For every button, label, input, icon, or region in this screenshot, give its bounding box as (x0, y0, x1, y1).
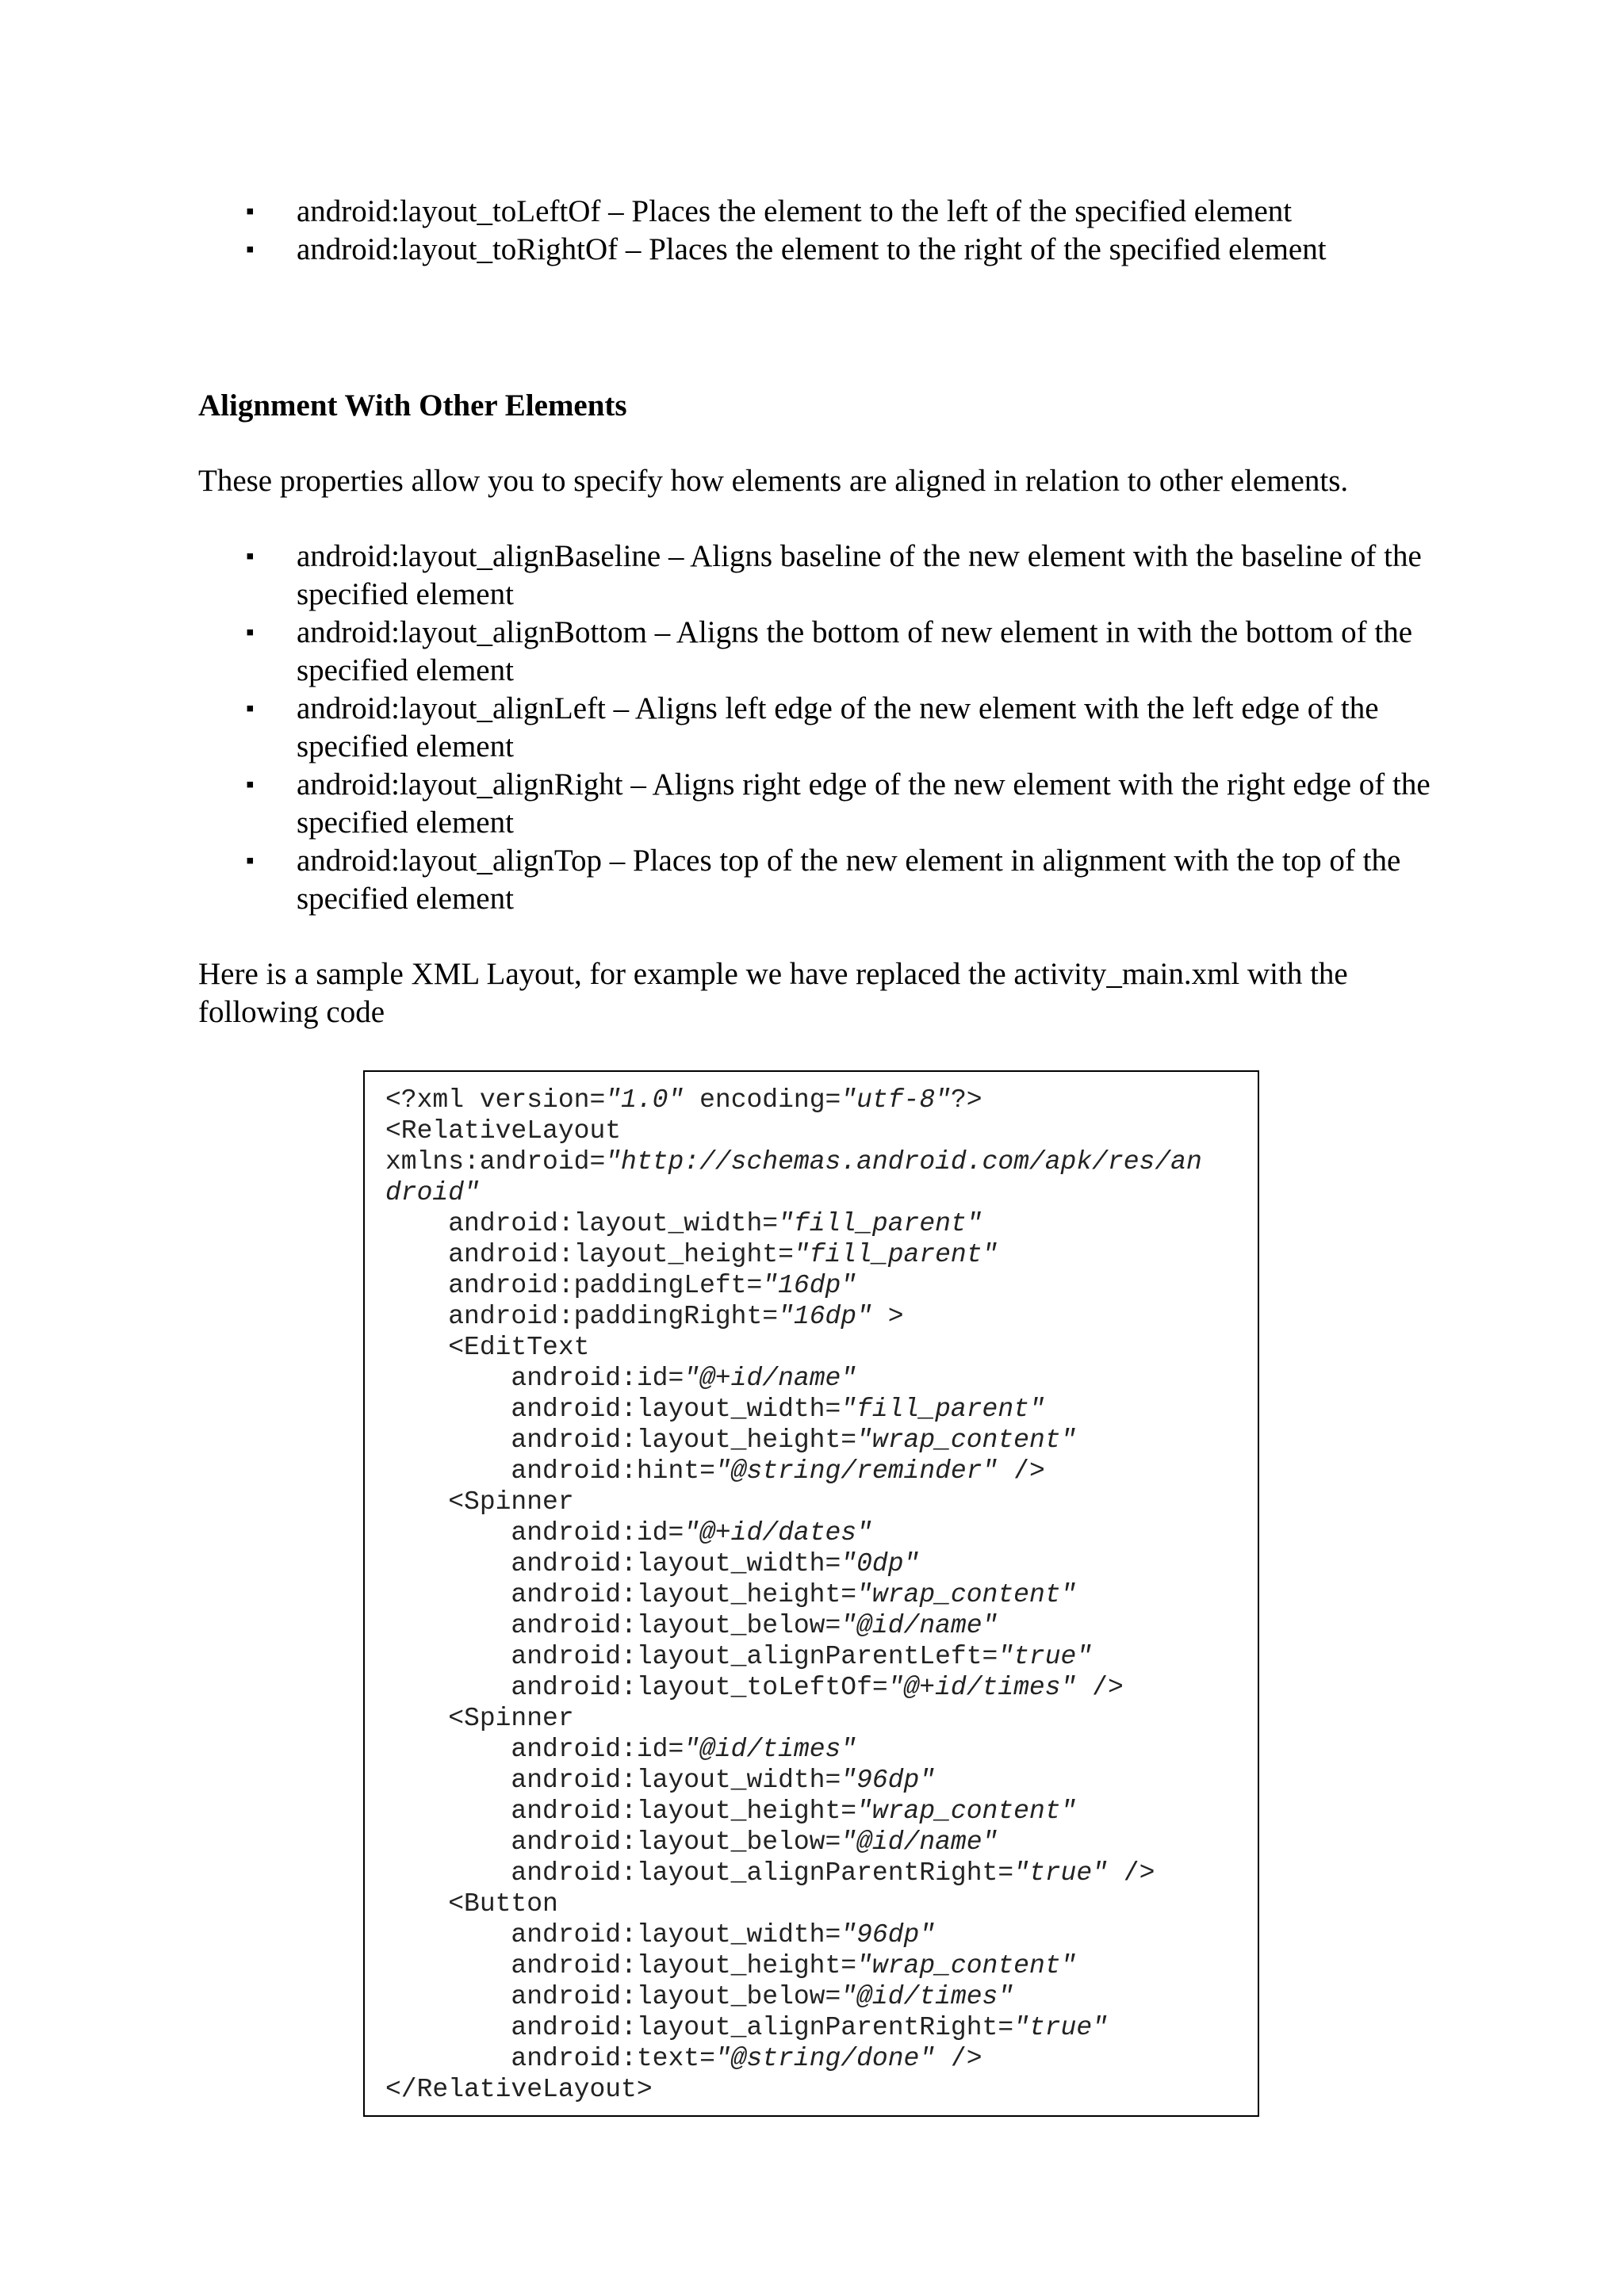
code-text: android:layout_width= (385, 1549, 841, 1578)
code-value: "wrap_content" (856, 1797, 1077, 1826)
code-text: android:id= (385, 1735, 684, 1764)
code-text: android:layout_width= (385, 1395, 841, 1424)
code-value: "@id/times" (841, 1982, 1014, 2011)
section-heading: Alignment With Other Elements (198, 388, 627, 423)
bullet-item (198, 690, 1435, 766)
bullet-item (198, 193, 1435, 231)
code-text: android:layout_below= (385, 1982, 841, 2011)
bullet-item (198, 842, 1435, 918)
bullet-marker: ▪ (246, 771, 255, 798)
bullet-marker: ▪ (246, 543, 255, 569)
code-text: <Spinner (385, 1704, 574, 1733)
code-line (385, 1548, 1258, 1579)
code-text: android:layout_below= (385, 1827, 841, 1857)
code-value: "@id/name" (841, 1827, 998, 1857)
code-value: "true" (1013, 2013, 1108, 2042)
intro-paragraph: These properties allow you to specify how elements are aligned in relation to other elements. (198, 464, 1349, 498)
code-line (385, 1332, 1258, 1363)
code-value: "fill_parent" (793, 1240, 998, 1269)
code-value: droid" (385, 1178, 480, 1207)
code-text: /> (935, 2044, 982, 2073)
code-line (385, 1085, 1258, 1115)
code-text: <?xml version= (385, 1085, 606, 1115)
code-value: "true" (998, 1642, 1093, 1671)
code-value: "16dp" (778, 1302, 872, 1331)
code-value: "@id/name" (841, 1611, 998, 1640)
code-line (385, 1888, 1258, 1919)
position-bullet-list (198, 193, 1435, 269)
code-line (385, 2074, 1258, 2105)
code-line (385, 1827, 1258, 1858)
code-line (385, 1487, 1258, 1517)
bullet-marker: ▪ (246, 236, 255, 262)
code-line (385, 1981, 1258, 2012)
code-text: <Button (385, 1889, 558, 1919)
code-value: "96dp" (841, 1920, 936, 1950)
code-text: android:text= (385, 2044, 715, 2073)
code-value: "true" (1013, 1858, 1108, 1888)
code-value: "fill_parent" (778, 1209, 982, 1238)
code-text: android:layout_toLeftOf= (385, 1673, 888, 1702)
code-text: android:id= (385, 1364, 684, 1393)
code-line (385, 1919, 1258, 1950)
bullet-marker: ▪ (246, 695, 255, 721)
code-line (385, 1641, 1258, 1672)
code-line (385, 1858, 1258, 1888)
code-value: "16dp" (762, 1271, 857, 1300)
code-line (385, 1734, 1258, 1765)
bullet-text: android:layout_alignRight – Aligns right edge of the new element with the right edge of the specified element (297, 767, 1431, 840)
code-text: xmlns:android= (385, 1147, 606, 1177)
code-text: android:layout_alignParentRight= (385, 1858, 1014, 1888)
code-text: android:layout_width= (385, 1209, 779, 1238)
code-text: /> (1107, 1858, 1155, 1888)
code-text: encoding= (684, 1085, 841, 1115)
code-text: android:layout_height= (385, 1425, 857, 1455)
code-line (385, 1579, 1258, 1610)
code-text: </RelativeLayout> (385, 2075, 653, 2104)
code-text: android:layout_width= (385, 1766, 841, 1795)
code-text: android:layout_alignParentRight= (385, 2013, 1014, 2042)
code-line (385, 1177, 1258, 1208)
code-line (385, 1146, 1258, 1177)
code-text: ?> (950, 1085, 982, 1115)
code-value: "utf-8" (841, 1085, 951, 1115)
code-text: > (871, 1302, 904, 1331)
code-text: android:id= (385, 1518, 684, 1548)
code-text: android:paddingLeft= (385, 1271, 763, 1300)
code-value: "0dp" (841, 1549, 920, 1578)
code-line (385, 1796, 1258, 1827)
alignment-bullet-list (198, 538, 1435, 918)
code-line (385, 1363, 1258, 1394)
bullet-marker: ▪ (246, 198, 255, 224)
bullet-text: android:layout_alignLeft – Aligns left edge of the new element with the left edge of the specified element (297, 691, 1379, 763)
code-value: "fill_parent" (841, 1395, 1045, 1424)
code-line (385, 1270, 1258, 1301)
bullet-text: android:layout_alignBottom – Aligns the bottom of new element in with the bottom of the specified element (297, 615, 1413, 687)
code-value: "wrap_content" (856, 1425, 1077, 1455)
code-text: /> (998, 1456, 1045, 1486)
code-value: "@+id/dates" (684, 1518, 872, 1548)
code-line (385, 1239, 1258, 1270)
bullet-marker: ▪ (246, 619, 255, 645)
code-value: "@+id/times" (887, 1673, 1077, 1702)
code-line (385, 1456, 1258, 1487)
code-line (385, 1672, 1258, 1703)
code-text: android:layout_height= (385, 1797, 857, 1826)
code-value: "wrap_content" (856, 1580, 1077, 1609)
code-text: android:hint= (385, 1456, 715, 1486)
code-line (385, 1208, 1258, 1239)
code-line (385, 1765, 1258, 1796)
code-text: <Spinner (385, 1487, 574, 1517)
code-line (385, 1394, 1258, 1425)
code-line (385, 1115, 1258, 1146)
code-line (385, 1610, 1258, 1641)
code-line (385, 1517, 1258, 1548)
code-value: "http://schemas.android.com/apk/res/an (605, 1147, 1202, 1177)
code-text: /> (1076, 1673, 1124, 1702)
bullet-text: android:layout_alignBaseline – Aligns baseline of the new element with the baseline of the specified element (297, 539, 1422, 611)
bullet-item (198, 538, 1435, 614)
code-text: android:layout_height= (385, 1580, 857, 1609)
code-value: "@+id/name" (684, 1364, 857, 1393)
code-text: android:layout_height= (385, 1951, 857, 1980)
code-value: "@string/done" (714, 2044, 936, 2073)
code-value: "96dp" (841, 1766, 936, 1795)
bullet-item (198, 766, 1435, 842)
sample-paragraph: Here is a sample XML Layout, for example we have replaced the activity_main.xml with the following code (198, 957, 1348, 1029)
code-value: "wrap_content" (856, 1951, 1077, 1980)
code-text: android:layout_alignParentLeft= (385, 1642, 998, 1671)
code-listing (363, 1070, 1259, 2117)
code-text: <RelativeLayout (385, 1116, 622, 1146)
code-line (385, 2012, 1258, 2043)
code-line (385, 1301, 1258, 1332)
bullet-text: android:layout_alignTop – Places top of the new element in alignment with the top of the specified element (297, 844, 1401, 916)
code-line (385, 2043, 1258, 2074)
code-line (385, 1703, 1258, 1734)
code-line (385, 1950, 1258, 1981)
code-line (385, 1425, 1258, 1456)
code-value: "@string/reminder" (714, 1456, 998, 1486)
code-text: android:layout_below= (385, 1611, 841, 1640)
bullet-item (198, 231, 1435, 269)
code-text: android:paddingRight= (385, 1302, 779, 1331)
code-text: android:layout_width= (385, 1920, 841, 1950)
bullet-text: android:layout_toRightOf – Places the element to the right of the specified element (297, 232, 1327, 266)
bullet-marker: ▪ (246, 848, 255, 874)
code-value: "1.0" (605, 1085, 684, 1115)
code-text: <EditText (385, 1333, 590, 1362)
code-text: android:layout_height= (385, 1240, 794, 1269)
bullet-item (198, 614, 1435, 690)
bullet-text: android:layout_toLeftOf – Places the element to the left of the specified element (297, 194, 1293, 228)
code-value: "@id/times" (684, 1735, 857, 1764)
